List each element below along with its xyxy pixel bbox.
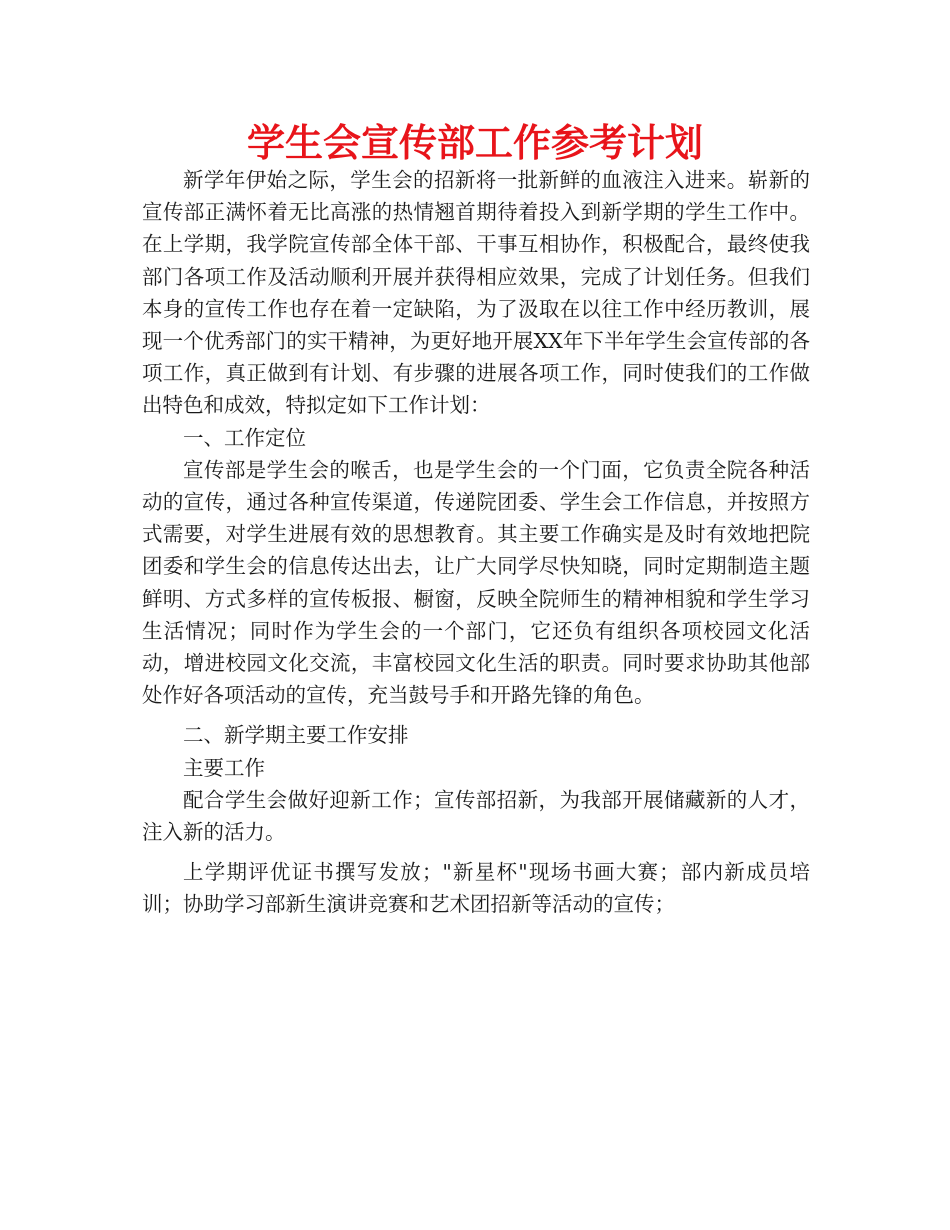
main-work-paragraph-1: 配合学生会做好迎新工作；宣传部招新，为我部开展储藏新的人才，注入新的活力。 xyxy=(142,787,810,845)
subheading-main-work: 主要工作 xyxy=(183,755,265,780)
positioning-paragraph: 宣传部是学生会的喉舌，也是学生会的一个门面，它负责全院各种活动的宣传，通过各种宣传渠道，传递院团委、学生会工作信息，并按照方式需要，对学生进展有效的思想教育。其主要工作确实是及时有效地把院团委和学生会的信息传达出去，让广大同学尽快知晓，同时定期制造主题鲜明、方式多样的宣传板报、橱窗，反映全院师生的精神相貌和学生学习生活情况；同时作为学生会的一个部门，它还负有组织各项校园文化活动，增进校园文化交流，丰富校园文化生活的职责。同时要求协助其他部处作好各项活动的宣传，充当鼓号手和开路先锋的角色。 xyxy=(142,457,810,708)
document-title: 学生会宣传部工作参考计划 xyxy=(246,121,703,165)
main-work-paragraph-2: 上学期评优证书撰写发放；"新星杯"现场书画大赛；部内新成员培训；协助学习部新生演讲竞赛和艺术团招新等活动的宣传； xyxy=(142,860,810,917)
intro-paragraph: 新学年伊始之际，学生会的招新将一批新鲜的血液注入进来。崭新的宣传部正满怀着无比高涨的热情翘首期待着投入到新学期的学生工作中。在上学期，我学院宣传部全体干部、干事互相协作，积极配合，最终使我部门各项工作及活动顺利开展并获得相应效果，完成了计划任务。但我们本身的宣传工作也存在着一定缺陷，为了汲取在以往工作中经历教训，展现一个优秀部门的实干精神，为更好地开展XX年下半年学生会宣传部的各项工作，真正做到有计划、有步骤的进展各项工作，同时使我们的工作做出特色和成效，特拟定如下工作计划： xyxy=(142,168,810,418)
document-body xyxy=(142,164,810,921)
section-heading-work-positioning: 一、工作定位 xyxy=(183,425,306,450)
section-heading-work-arrangement: 二、新学期主要工作安排 xyxy=(183,723,409,748)
